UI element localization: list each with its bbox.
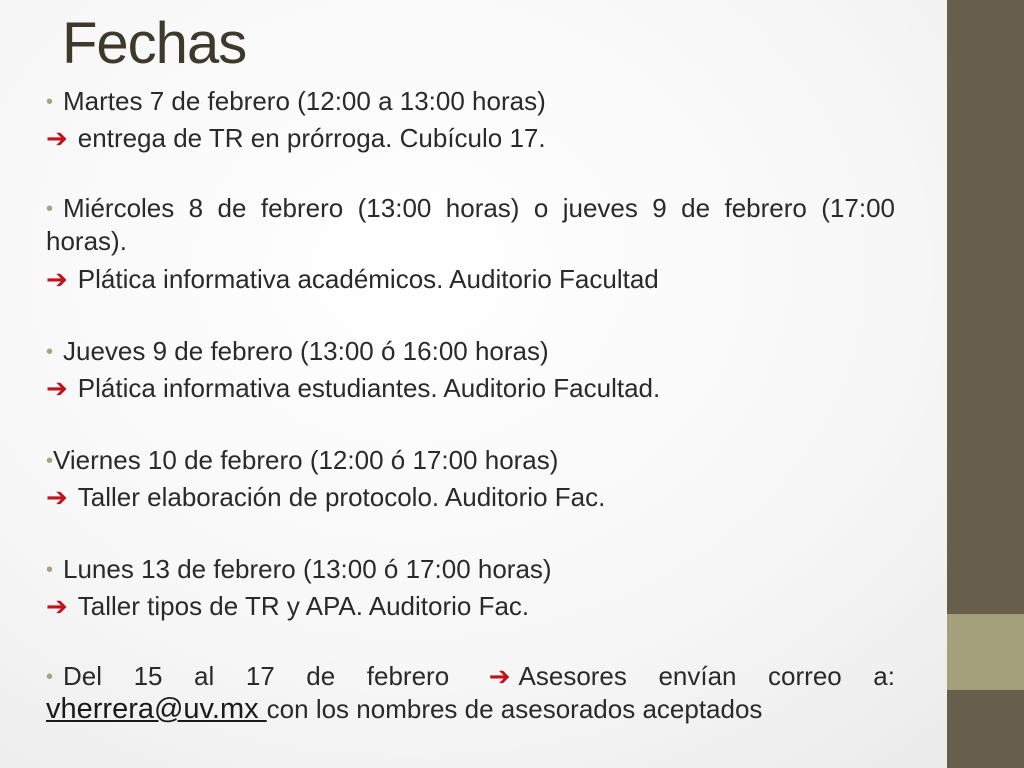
- list-item-detail: [46, 371, 895, 405]
- slide-content: [46, 84, 895, 724]
- item-date: Lunes 13 de febrero (13:00 ó 17:00 horas): [63, 554, 552, 584]
- list-item-detail: [46, 480, 895, 514]
- list-item: [46, 552, 895, 589]
- arrow-right-icon: ➔: [46, 264, 68, 294]
- final-prefix: Del 15 al 17 de febrero: [63, 661, 450, 691]
- arrow-right-icon: ➔: [488, 661, 511, 691]
- slide-title: Fechas: [62, 11, 247, 76]
- bullet-icon: •: [46, 91, 54, 113]
- item-detail: Plática informativa estudiantes. Auditorio Facultad.: [77, 373, 661, 403]
- arrow-right-icon: ➔: [46, 373, 68, 403]
- bullet-icon: •: [46, 198, 54, 220]
- bullet-icon: •: [46, 341, 54, 363]
- arrow-right-icon: ➔: [46, 123, 68, 153]
- item-date: Martes 7 de febrero (12:00 a 13:00 horas): [63, 86, 546, 116]
- email-link[interactable]: vherrera@uv.mx: [46, 693, 267, 725]
- bullet-icon: •: [46, 450, 54, 472]
- list-item-final: [46, 661, 895, 724]
- arrow-right-icon: ➔: [46, 591, 68, 621]
- sidebar-accent-block: [947, 614, 1024, 690]
- bullet-icon: •: [46, 559, 54, 581]
- list-item: [46, 193, 895, 256]
- bullet-icon: •: [46, 666, 54, 688]
- list-item: [46, 334, 895, 371]
- item-date: Viernes 10 de febrero (12:00 ó 17:00 horas): [53, 445, 559, 475]
- item-date: Miércoles 8 de febrero (13:00 horas) o jueves 9 de febrero (17:00 horas).: [46, 193, 895, 256]
- list-item-detail: [46, 262, 895, 296]
- item-detail: Taller tipos de TR y APA. Auditorio Fac.: [77, 591, 530, 621]
- arrow-right-icon: ➔: [46, 482, 68, 512]
- item-date: Jueves 9 de febrero (13:00 ó 16:00 horas): [63, 336, 549, 366]
- final-suffix: con los nombres de asesorados aceptados: [266, 694, 763, 724]
- final-middle: Asesores envían correo a:: [518, 661, 895, 691]
- item-detail: Taller elaboración de protocolo. Auditorio Fac.: [77, 482, 606, 512]
- list-item-detail: [46, 121, 895, 155]
- item-detail: Plática informativa académicos. Auditorio Facultad: [77, 264, 659, 294]
- list-item-detail: [46, 589, 895, 623]
- list-item: [46, 84, 895, 121]
- list-item: [46, 443, 895, 480]
- slide-sidebar: [947, 0, 1024, 768]
- item-detail: entrega de TR en prórroga. Cubículo 17.: [77, 123, 546, 153]
